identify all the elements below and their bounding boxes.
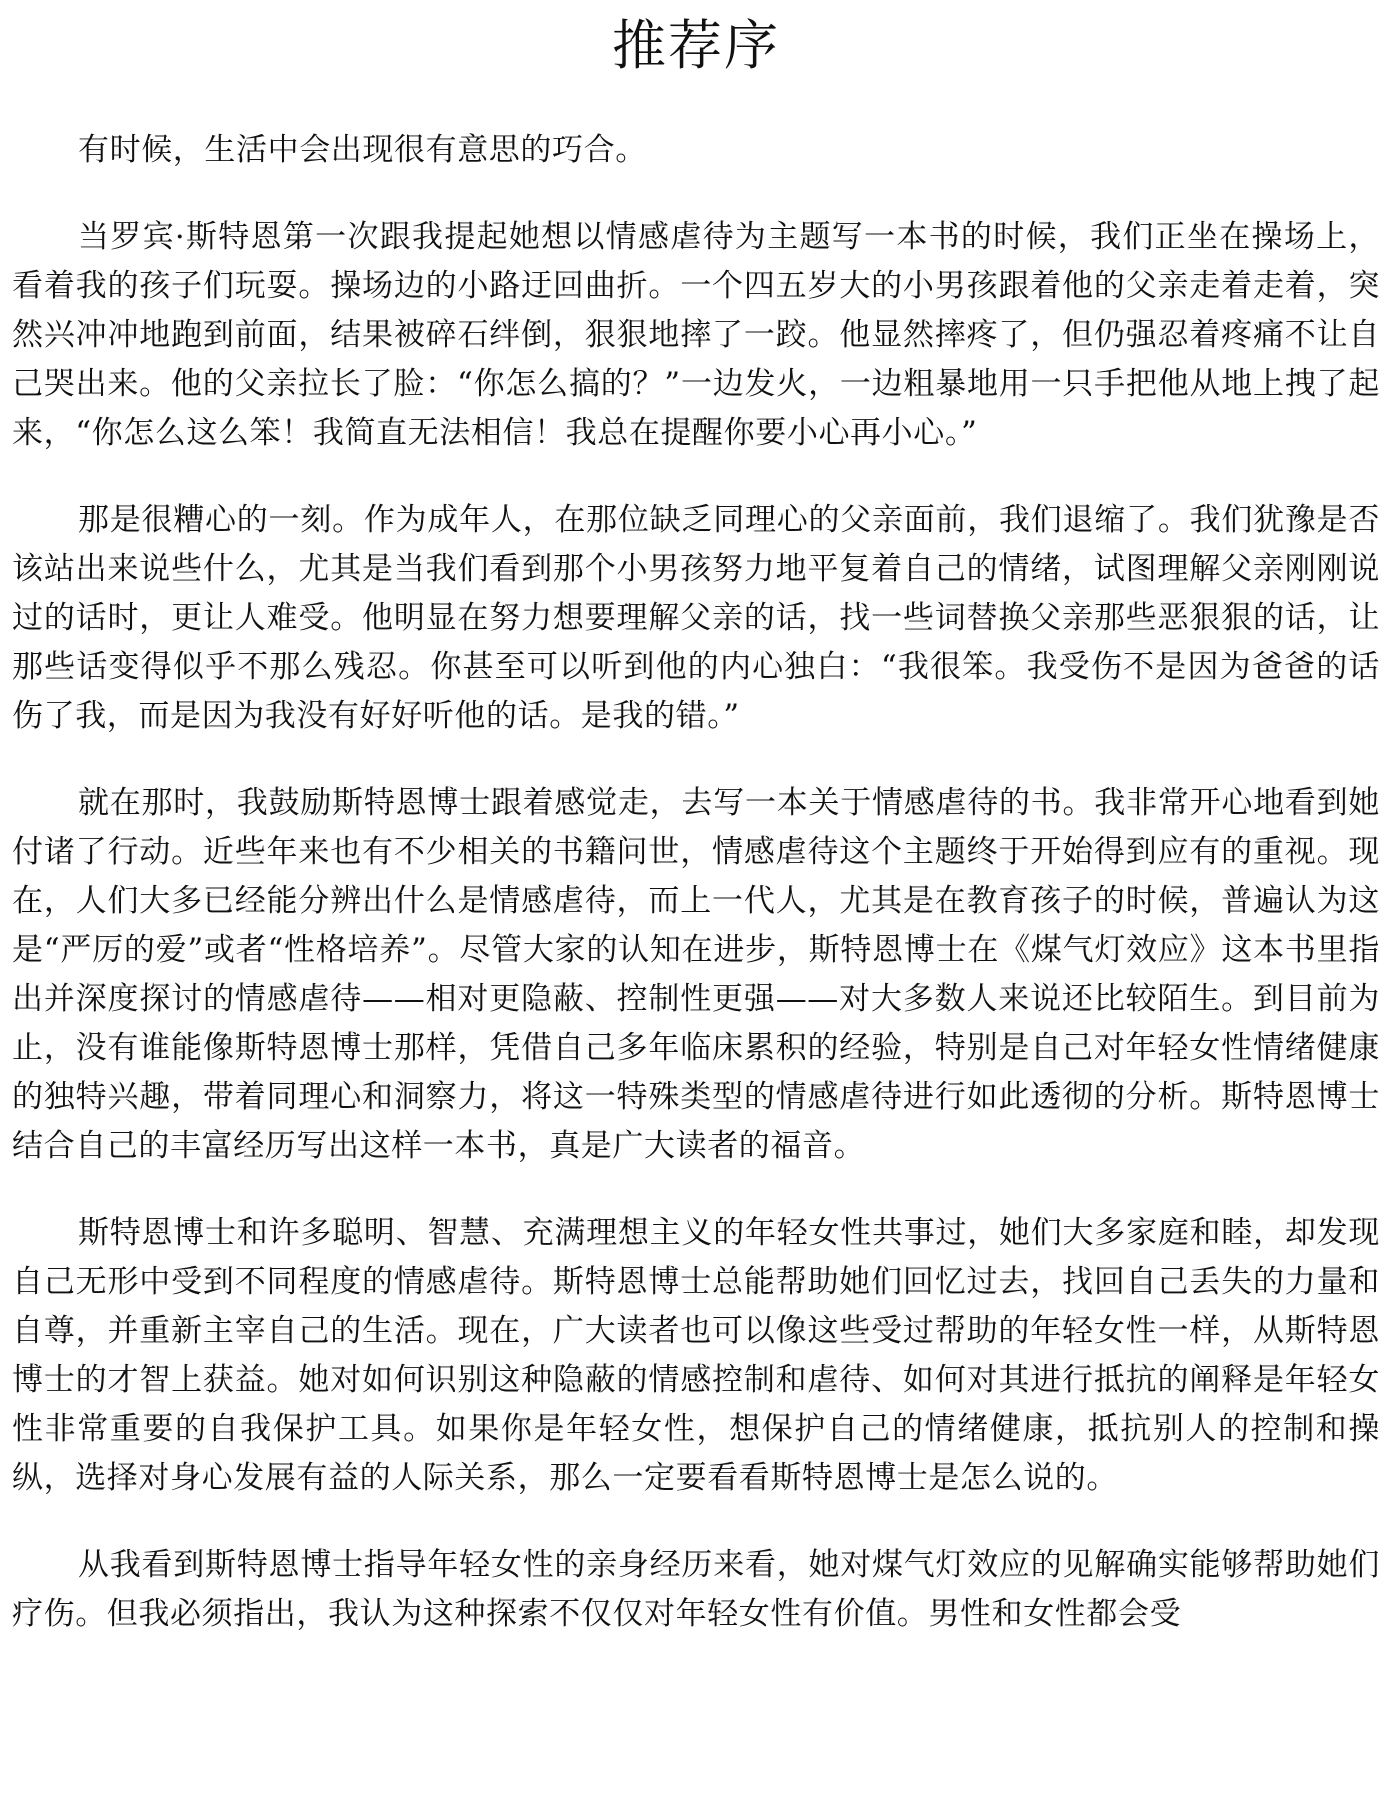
document-page (12, 0, 1380, 1800)
paragraph-1: 有时候，生活中会出现很有意思的巧合。 (78, 132, 647, 168)
body-text (12, 126, 1380, 1639)
paragraph-2: 当罗宾·斯特恩第一次跟我提起她想以情感虐待为主题写一本书的时候，我们正坐在操场上，看着我的孩子们玩耍。操场边的小路迂回曲折。一个四五岁大的小男孩跟着他的父亲走着走着，突然兴冲冲地跑到前面，结果被碎石绊倒，狠狠地摔了一跤。他显然摔疼了，但仍强忍着疼痛不让自己哭出来。他的父亲拉长了脸：“你怎么搞的？”一边发火，一边粗暴地用一只手把他从地上拽了起来，“你怎么这么笨！我简直无法相信！我总在提醒你要小心再小心。” (12, 219, 1380, 451)
paragraph-5: 斯特恩博士和许多聪明、智慧、充满理想主义的年轻女性共事过，她们大多家庭和睦，却发现自己无形中受到不同程度的情感虐待。斯特恩博士总能帮助她们回忆过去，找回自己丢失的力量和自尊，并重新主宰自己的生活。现在，广大读者也可以像这些受过帮助的年轻女性一样，从斯特恩博士的才智上获益。她对如何识别这种隐蔽的情感控制和虐待、如何对其进行抵抗的阐释是年轻女性非常重要的自我保护工具。如果你是年轻女性，想保护自己的情绪健康，抵抗别人的控制和操纵，选择对身心发展有益的人际关系，那么一定要看看斯特恩博士是怎么说的。 (12, 1215, 1380, 1496)
paragraph-6: 从我看到斯特恩博士指导年轻女性的亲身经历来看，她对煤气灯效应的见解确实能够帮助她们疗伤。但我必须指出，我认为这种探索不仅仅对年轻女性有价值。男性和女性都会受 (12, 1547, 1380, 1632)
page-title: 推荐序 (612, 14, 780, 77)
paragraph-3: 那是很糟心的一刻。作为成年人，在那位缺乏同理心的父亲面前，我们退缩了。我们犹豫是否该站出来说些什么，尤其是当我们看到那个小男孩努力地平复着自己的情绪，试图理解父亲刚刚说过的话时，更让人难受。他明显在努力想要理解父亲的话，找一些词替换父亲那些恶狠狠的话，让那些话变得似乎不那么残忍。你甚至可以听到他的内心独白：“我很笨。我受伤不是因为爸爸的话伤了我，而是因为我没有好好听他的话。是我的错。” (12, 502, 1380, 734)
paragraph-4: 就在那时，我鼓励斯特恩博士跟着感觉走，去写一本关于情感虐待的书。我非常开心地看到她付诸了行动。近些年来也有不少相关的书籍问世，情感虐待这个主题终于开始得到应有的重视。现在，人们大多已经能分辨出什么是情感虐待，而上一代人，尤其是在教育孩子的时候，普遍认为这是“严厉的爱”或者“性格培养”。尽管大家的认知在进步，斯特恩博士在《煤气灯效应》这本书里指出并深度探讨的情感虐待——相对更隐蔽、控制性更强——对大多数人来说还比较陌生。到目前为止，没有谁能像斯特恩博士那样，凭借自己多年临床累积的经验，特别是自己对年轻女性情绪健康的独特兴趣，带着同理心和洞察力，将这一特殊类型的情感虐待进行如此透彻的分析。斯特恩博士结合自己的丰富经历写出这样一本书，真是广大读者的福音。 (12, 785, 1380, 1164)
